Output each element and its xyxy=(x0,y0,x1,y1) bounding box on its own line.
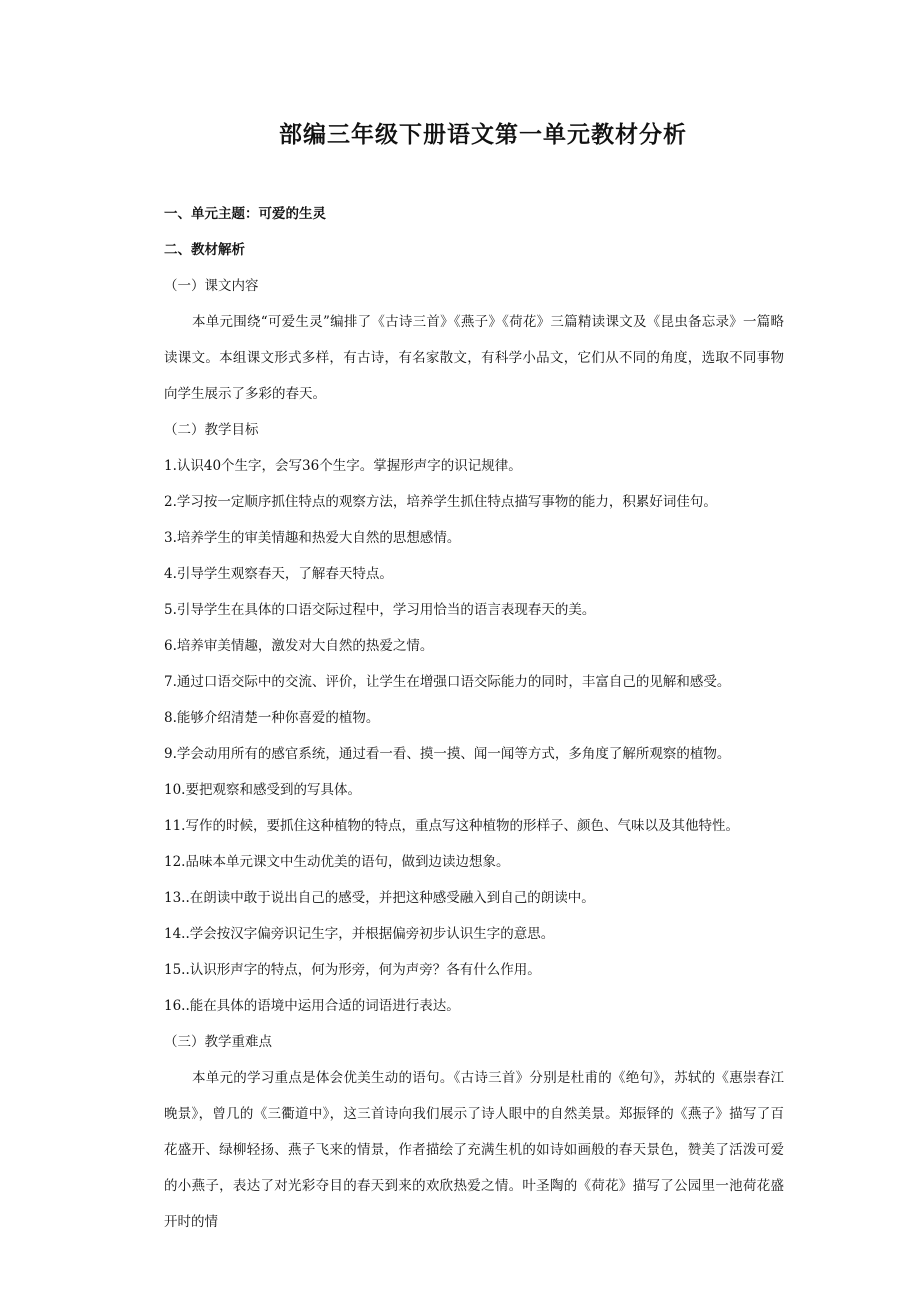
goal-item: 14..学会按汉字偏旁识记生字，并根据偏旁初步认识生字的意思。 xyxy=(164,926,555,942)
document-title: 部编三年级下册语文第一单元教材分析 xyxy=(279,121,687,148)
goal-item: 16..能在具体的语境中运用合适的词语进行表达。 xyxy=(164,998,460,1014)
goal-item: 12.品味本单元课文中生动优美的语句，做到边读边想象。 xyxy=(164,854,510,870)
subheading-teaching-goals: （二）教学目标 xyxy=(164,422,259,438)
subheading-lesson-content: （一）课文内容 xyxy=(164,278,259,294)
goal-item: 10.要把观察和感受到的写具体。 xyxy=(164,782,361,798)
goal-item: 15..认识形声字的特点，何为形旁，何为声旁？各有什么作用。 xyxy=(164,962,541,978)
goal-item: 5.引导学生在具体的口语交际过程中，学习用恰当的语言表现春天的美。 xyxy=(164,602,596,618)
goal-item: 2.学习按一定顺序抓住特点的观察方法，培养学生抓住特点描写事物的能力，积累好词佳句。 xyxy=(164,494,717,510)
goal-item: 9.学会动用所有的感官系统，通过看一看、摸一摸、闻一闻等方式，多角度了解所观察的植物。 xyxy=(164,746,731,762)
goal-item: 3.培养学生的审美情趣和热爱大自然的思想感情。 xyxy=(164,530,461,546)
goal-item: 1.认识40个生字，会写36个生字。掌握形声字的识记规律。 xyxy=(164,458,522,474)
goal-item: 11.写作的时候，要抓住这种植物的特点，重点写这种植物的形样子、颜色、气味以及其他特性。 xyxy=(164,818,739,834)
paragraph-lesson-content: 本单元围绕“可爱生灵”编排了《古诗三首》《燕子》《荷花》三篇精读课文及《昆虫备忘录》一篇略读课文。本组课文形式多样，有古诗，有名家散文，有科学小品文，它们从不同的角度，选取不同事物向学生展示了多彩的春天。 xyxy=(164,314,784,402)
goal-item: 4.引导学生观察春天，了解春天特点。 xyxy=(164,566,393,582)
subheading-key-difficulties: （三）教学重难点 xyxy=(164,1034,272,1050)
goal-item: 6.培养审美情趣，激发对大自然的热爱之情。 xyxy=(164,638,434,654)
section-heading-theme: 一、单元主题：可爱的生灵 xyxy=(164,206,326,222)
document-body xyxy=(164,196,784,1240)
goal-item: 8.能够介绍清楚一种你喜爱的植物。 xyxy=(164,710,380,726)
goal-item: 7.通过口语交际中的交流、评价，让学生在增强口语交际能力的同时，丰富自己的见解和感受。 xyxy=(164,674,731,690)
goal-item: 13..在朗读中敢于说出自己的感受，并把这种感受融入到自己的朗读中。 xyxy=(164,890,595,906)
goals-list xyxy=(164,448,784,1024)
paragraph-key-difficulties: 本单元的学习重点是体会优美生动的语句。《古诗三首》分别是杜甫的《绝句》，苏轼的《惠崇春江晚景》，曾几的《三衢道中》，这三首诗向我们展示了诗人眼中的自然美景。郑振铎的《燕子》描写了百花盛开、绿柳轻扬、燕子飞来的情景，作者描绘了充满生机的如诗如画般的春天景色，赞美了活泼可爱的小燕子，表达了对光彩夺目的春天到来的欢欣热爱之情。叶圣陶的《荷花》描写了公园里一池荷花盛开时的情 xyxy=(164,1070,784,1230)
section-heading-analysis: 二、教材解析 xyxy=(164,242,245,258)
